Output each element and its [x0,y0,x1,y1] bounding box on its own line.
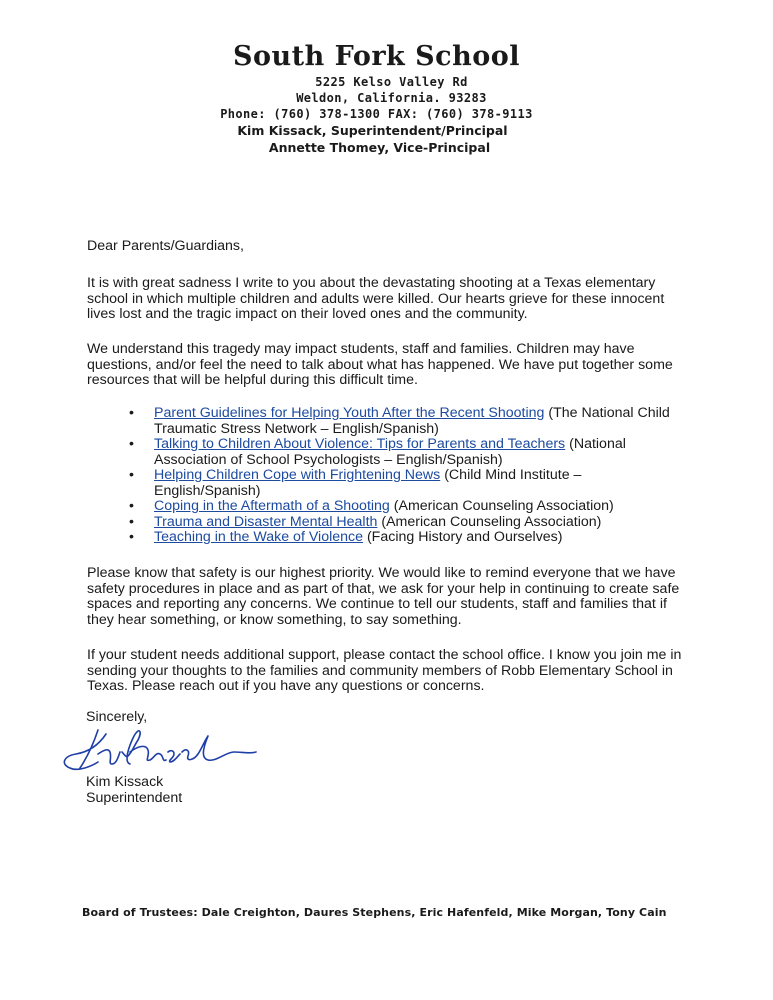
bullet-icon: • [129,498,134,514]
paragraph-3-text: Please know that safety is our highest priority. We would like to remind everyone that we have safety procedures in place and as part of that, we ask for your help in continuing to create safe spaces and reporting any concerns. We continue to tell our students, staff and families that if they hear something, or know something, to say something. [87,565,680,628]
resource-link-trauma-disaster[interactable]: Trauma and Disaster Mental Health [154,513,378,530]
paragraph-4 [87,648,687,695]
paragraph-1-text: It is with great sadness I write to you about the devastating shooting at a Texas elementary school in which multiple children and adults were killed. Our hearts grieve for these innocent lives lost and the tragic impact on their loved ones and the community. [87,275,665,322]
resource-source: (Child Mind Institute – English/Spanish) [154,467,582,499]
paragraph-2-text: We understand this tragedy may impact students, staff and families. Children may have questions, and/or feel the need to talk about what has happened. We have put together some resources that will be helpful during this difficult time. [87,341,673,388]
school-name: South Fork School [232,41,521,72]
resource-link-helping-children-cope[interactable]: Helping Children Cope with Frightening News [154,467,441,483]
list-item [129,530,689,546]
superintendent-line: Kim Kissack, Superintendent/Principal [237,123,508,138]
signature [58,722,268,782]
resource-source: (Facing History and Ourselves) [363,529,563,545]
letterhead [0,40,773,156]
list-item [129,437,689,468]
closing: Sincerely, [86,709,148,725]
resource-link-teaching-wake-violence[interactable]: Teaching in the Wake of Violence [154,529,364,545]
resource-link-parent-guidelines[interactable]: Parent Guidelines for Helping Youth After the Recent Shooting [154,405,545,421]
bullet-icon: • [129,513,134,530]
resource-source: (American Counseling Association) [389,498,614,514]
phone-fax: Phone: (760) 378-1300 FAX: (760) 378-9113 [220,107,533,121]
list-item [129,499,689,515]
paragraph-3 [87,566,687,628]
list-item [129,515,689,531]
resource-source: (American Counseling Association) [377,513,602,530]
resource-source: (The National Child Traumatic Stress Network – English/Spanish) [154,405,670,437]
resource-source: (National Association of School Psychologists – English/Spanish) [154,436,626,468]
board-of-trustees: Board of Trustees: Dale Creighton, Daures Stephens, Eric Hafenfeld, Mike Morgan, Tony Cain [82,906,667,919]
paragraph-1 [87,276,687,323]
bullet-icon: • [129,405,134,421]
list-item [129,406,689,437]
paragraph-4-text: If your student needs additional support, please contact the school office. I know you join me in sending your thoughts to the families and community members of Robb Elementary School in Texas. Please reach out if you have any questions or concerns. [87,647,682,694]
paragraph-2 [87,342,687,389]
signer-name: Kim Kissack [86,774,164,790]
address-line2: Weldon, California. 93283 [296,91,487,105]
salutation: Dear Parents/Guardians, [87,238,244,254]
bullet-icon: • [129,436,134,452]
resource-link-coping-aftermath[interactable]: Coping in the Aftermath of a Shooting [154,498,390,514]
address-line1: 5225 Kelso Valley Rd [315,75,468,89]
bullet-icon: • [129,529,134,545]
resource-list [129,406,689,546]
bullet-icon: • [129,467,134,483]
resource-link-talking-to-children[interactable]: Talking to Children About Violence: Tips for Parents and Teachers [154,436,566,452]
signer-title: Superintendent [86,790,183,806]
list-item [129,468,689,499]
vice-principal-line: Annette Thomey, Vice-Principal [268,140,491,155]
